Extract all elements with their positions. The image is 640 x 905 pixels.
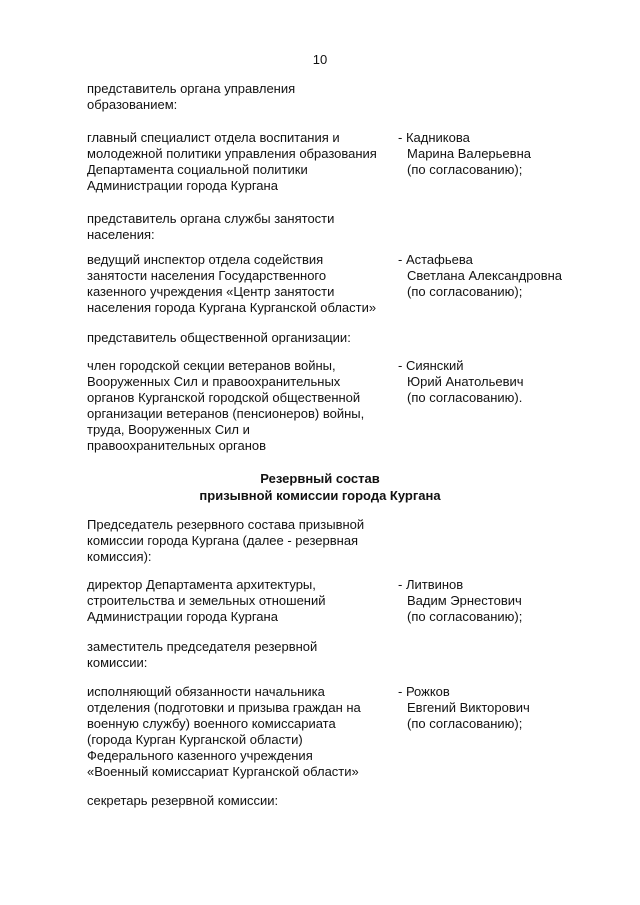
text-line: военную службу) военного комиссариата	[87, 716, 336, 731]
text-line: образованием:	[87, 97, 178, 112]
text-line: Марина Валерьевна	[407, 146, 531, 161]
text-line: Евгений Викторович	[407, 700, 530, 715]
text-line: главный специалист отдела воспитания и	[87, 130, 340, 145]
text-line: - Сиянский	[398, 358, 464, 373]
role-label-public-org	[87, 330, 351, 346]
text-line: Администрации города Кургана	[87, 178, 278, 193]
text-line: ведущий инспектор отдела содействия	[87, 252, 324, 267]
role-label-reserve-chairman	[87, 517, 364, 565]
text-line: Вооруженных Сил и правоохранительных	[87, 374, 341, 389]
text-line: организации ветеранов (пенсионеров) войны,	[87, 406, 365, 421]
text-line: Председатель резервного состава призывной	[87, 517, 365, 532]
position-education-specialist	[87, 130, 377, 194]
person-rozhkov	[398, 684, 530, 732]
person-litvinov	[398, 577, 522, 625]
text-line: отделения (подготовки и призыва граждан на	[87, 700, 361, 715]
text-line: комиссии:	[87, 655, 148, 670]
text-line: (по согласованию);	[407, 162, 523, 177]
text-line: (по согласованию);	[407, 716, 523, 731]
role-label-reserve-deputy	[87, 639, 317, 671]
text-line: исполняющий обязанности начальника	[87, 684, 325, 699]
text-line: комиссия):	[87, 549, 152, 564]
text-line: труда, Вооруженных Сил и	[87, 422, 250, 437]
text-line: представитель органа управления	[87, 81, 296, 96]
text-line: секретарь резервной комиссии:	[87, 793, 279, 808]
text-line: Департамента социальной политики	[87, 162, 308, 177]
text-line: - Литвинов	[398, 577, 464, 592]
role-label-education	[87, 81, 295, 113]
text-line: Вадим Эрнестович	[407, 593, 522, 608]
text-line: представитель общественной организации:	[87, 330, 351, 345]
position-architecture-director	[87, 577, 326, 625]
text-line: (по согласованию);	[407, 609, 523, 624]
text-line: казенного учреждения «Центр занятости	[87, 284, 335, 299]
heading-line: призывной комиссии города Кургана	[199, 488, 441, 503]
reserve-heading	[0, 470, 640, 504]
text-line: строительства и земельных отношений	[87, 593, 326, 608]
text-line: Светлана Александровна	[407, 268, 563, 283]
person-siyanskiy	[398, 358, 524, 406]
text-line: Администрации города Кургана	[87, 609, 278, 624]
person-kadnikova	[398, 130, 531, 178]
text-line: директор Департамента архитектуры,	[87, 577, 316, 592]
position-employment-inspector	[87, 252, 376, 316]
text-line: населения:	[87, 227, 155, 242]
position-veterans-member	[87, 358, 364, 454]
text-line: комиссии города Кургана (далее - резервная	[87, 533, 359, 548]
position-acting-head	[87, 684, 361, 780]
text-line: заместитель председателя резервной	[87, 639, 318, 654]
text-line: - Рожков	[398, 684, 450, 699]
text-line: Федерального казенного учреждения	[87, 748, 313, 763]
text-line: (по согласованию);	[407, 284, 523, 299]
text-line: «Военный комиссариат Курганской области»	[87, 764, 359, 779]
text-line: молодежной политики управления образования	[87, 146, 377, 161]
text-line: органов Курганской городской общественной	[87, 390, 361, 405]
page-number: 10	[312, 52, 328, 67]
text-line: Юрий Анатольевич	[407, 374, 524, 389]
role-label-reserve-secretary	[87, 793, 278, 809]
person-astafeva	[398, 252, 562, 300]
text-line: - Астафьева	[398, 252, 473, 267]
text-line: занятости населения Государственного	[87, 268, 327, 283]
text-line: (города Курган Курганской области)	[87, 732, 303, 747]
role-label-employment	[87, 211, 334, 243]
heading-line: Резервный состав	[260, 471, 380, 486]
text-line: представитель органа службы занятости	[87, 211, 335, 226]
text-line: член городской секции ветеранов войны,	[87, 358, 336, 373]
text-line: населения города Кургана Курганской области»	[87, 300, 377, 315]
text-line: (по согласованию).	[407, 390, 523, 405]
text-line: правоохранительных органов	[87, 438, 267, 453]
text-line: - Кадникова	[398, 130, 470, 145]
